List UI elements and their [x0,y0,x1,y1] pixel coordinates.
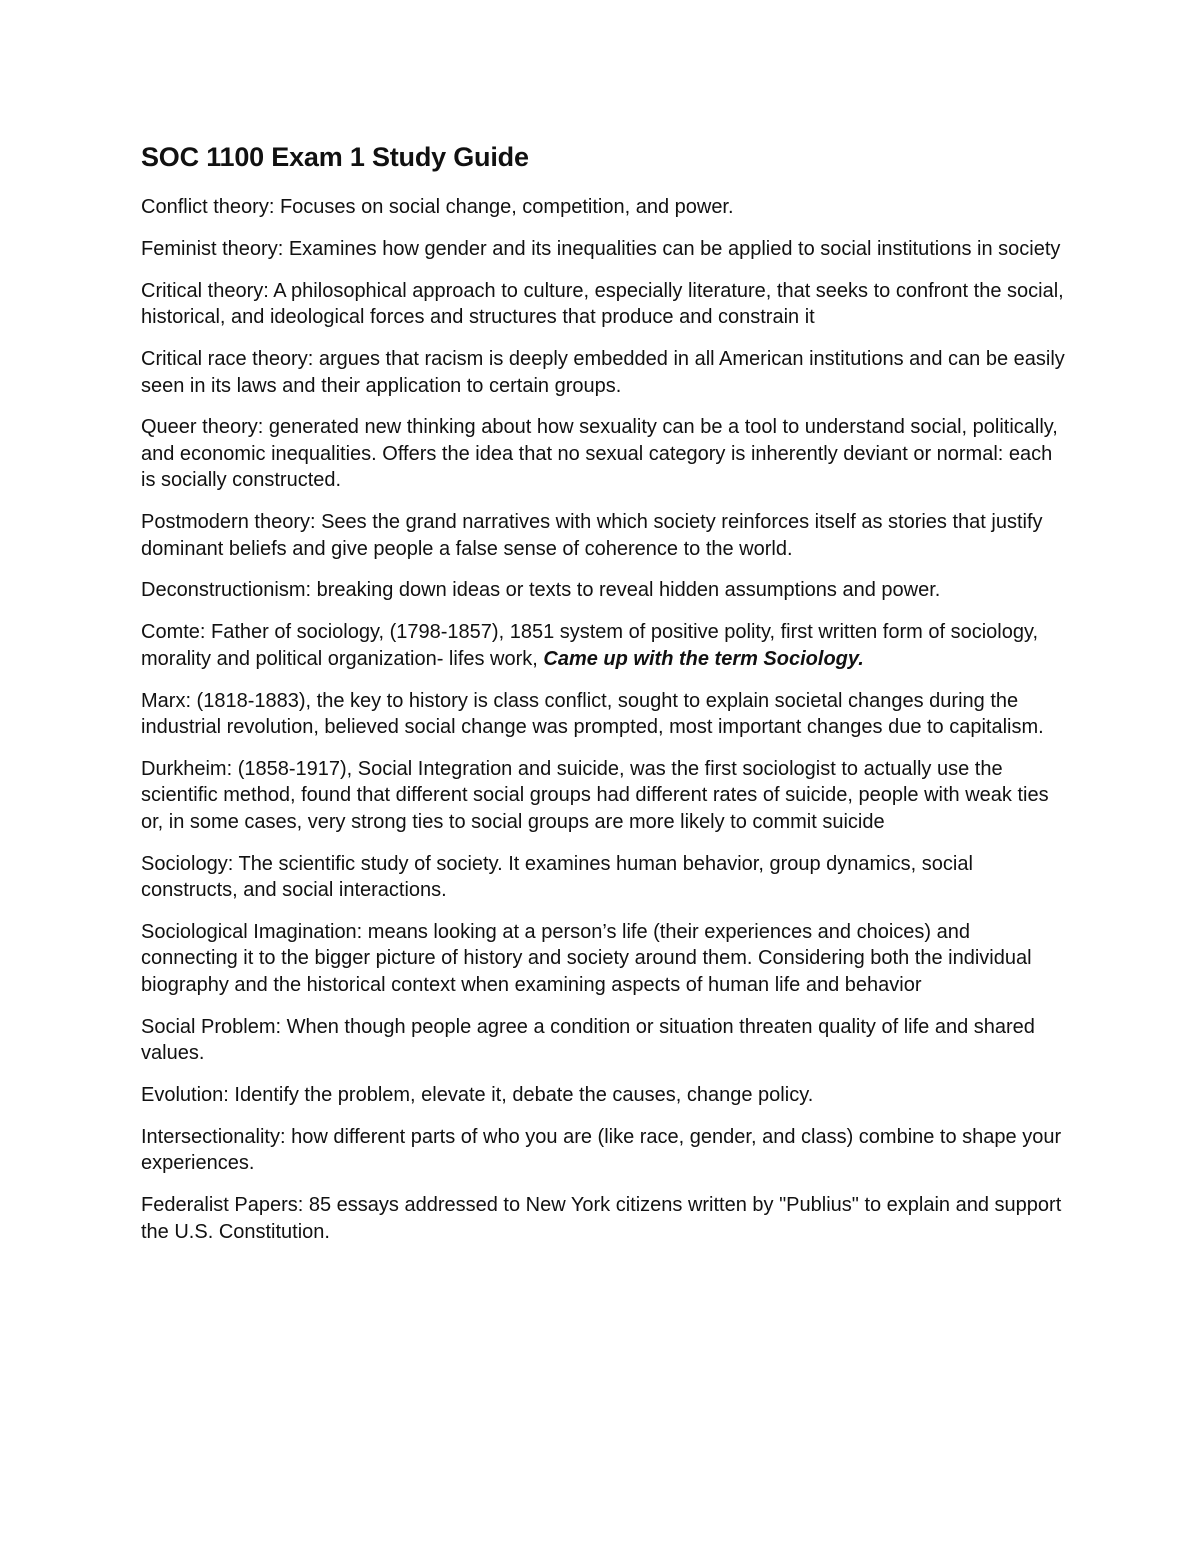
term-entry-feminist-theory: Feminist theory: Examines how gender and its inequalities can be applied to social institutions in society [141,237,1061,260]
term-entry-postmodern-theory: Postmodern theory: Sees the grand narratives with which society reinforces itself as stories that justify dominant beliefs and give people a false sense of coherence to the world. [141,511,1043,560]
term-entry-intersectionality: Intersectionality: how different parts of who you are (like race, gender, and class) combine to shape your experiences. [141,1125,1062,1175]
term-entry-deconstructionism: Deconstructionism: breaking down ideas or texts to reveal hidden assumptions and power. [141,579,941,602]
term-entry-comte [141,619,1071,672]
document-title: SOC 1100 Exam 1 Study Guide [141,142,529,172]
term-entry-sociological-imagination: Sociological Imagination: means looking at a person’s life (their experiences and choices) and connecting it to the bigger picture of history and society around them. Considering both the individual biography and the historical context when examining aspects of human life and behavior [141,921,1032,996]
comte-text: Comte: Father of sociology, (1798-1857), 1851 system of positive polity, first written form of sociology, morality and political organization- lifes work, [141,621,1039,670]
term-entry-critical-race-theory: Critical race theory: argues that racism is deeply embedded in all American institutions and can be easily seen in its laws and their application to certain groups. [141,348,1065,397]
term-entry-evolution: Evolution: Identify the problem, elevate it, debate the causes, change policy. [141,1084,814,1107]
term-entry-critical-theory: Critical theory: A philosophical approach to culture, especially literature, that seeks to confront the social, historical, and ideological forces and structures that produce and constrain it [141,279,1064,329]
term-entry-queer-theory: Queer theory: generated new thinking about how sexuality can be a tool to understand social, politically, and economic inequalities. Offers the idea that no sexual category is inherently deviant or normal: each is socially constructed. [141,416,1058,492]
document-page [141,140,1071,1261]
comte-emphasis: Came up with the term Sociology. [543,647,864,670]
term-entry-conflict-theory: Conflict theory: Focuses on social change, competition, and power. [141,196,734,218]
term-entry-social-problem: Social Problem: When though people agree a condition or situation threaten quality of life and shared values. [141,1015,1035,1065]
term-entry-marx: Marx: (1818-1883), the key to history is class conflict, sought to explain societal changes during the industrial revolution, believed social change was prompted, most important changes due to capitalism. [141,689,1044,739]
term-entry-federalist-papers: Federalist Papers: 85 essays addressed to New York citizens written by "Publius" to explain and support the U.S. Constitution. [141,1194,1062,1243]
term-entry-sociology: Sociology: The scientific study of society. It examines human behavior, group dynamics, social constructs, and social interactions. [141,852,973,902]
term-entry-durkheim: Durkheim: (1858-1917), Social Integration and suicide, was the first sociologist to actually use the scientific method, found that different social groups had different rates of suicide, people with weak ties or, in some cases, very strong ties to social groups are more likely to commit suicide [141,758,1049,833]
